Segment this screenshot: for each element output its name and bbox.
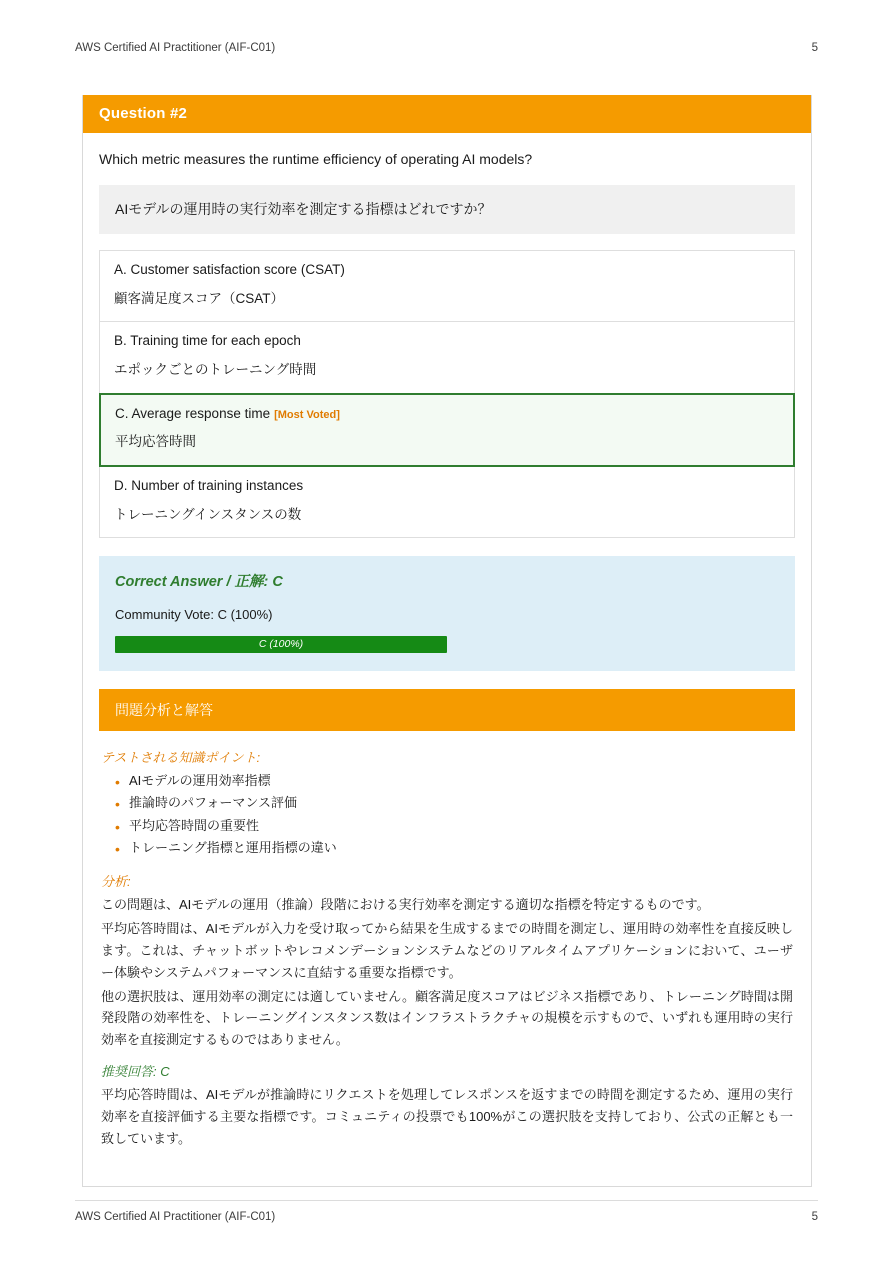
- question-card: [82, 95, 812, 1187]
- option-b-text-en: B. Training time for each epoch: [114, 333, 301, 349]
- options-list: [99, 250, 795, 538]
- analysis-body: [99, 731, 795, 1170]
- option-a[interactable]: [100, 251, 794, 322]
- question-text-ja: AIモデルの運用時の実行効率を測定する指標はどれですか？: [99, 185, 795, 234]
- analysis-paragraph-2: 平均応答時間は、AIモデルが入力を受け取ってから結果を生成するまでの時間を測定し、運用時の効率性を直接反映します。これは、チャットボットやレコメンデーションシステムなどのリアルタイムアプリケーションにおいて、ユーザー体験やシステムパフォーマンスに直結する重要な指標です。: [101, 921, 793, 980]
- vote-bar-track: [115, 636, 779, 653]
- answer-panel: [99, 556, 795, 671]
- analysis-label: 分析:: [101, 874, 131, 890]
- knowledge-points-label: テストされる知識ポイント:: [101, 749, 261, 765]
- option-b-text-ja: エポックごとのトレーニング時間: [114, 362, 317, 378]
- recommended-answer-label: 推奨回答: C: [101, 1064, 170, 1080]
- option-c-text-en: C. Average response time: [115, 405, 271, 421]
- option-d-text-en: D. Number of training instances: [114, 477, 304, 493]
- option-a-text-ja: 顧客満足度スコア（CSAT）: [114, 291, 285, 307]
- question-header: Question #2: [83, 95, 811, 133]
- footer-page-number: 5: [811, 1211, 818, 1223]
- analysis-paragraph-3: 他の選択肢は、運用効率の測定には適していません。顧客満足度スコアはビジネス指標であり、トレーニング時間は開発段階の効率性を、トレーニングインスタンス数はインフラストラクチャの規模を示すもので、いずれも運用時の実行効率を直接測定するものではありません。: [101, 988, 793, 1048]
- option-c-text-en-wrap: [115, 405, 779, 424]
- option-a-text-en: A. Customer satisfaction score (CSAT): [114, 262, 345, 278]
- question-body: [83, 133, 811, 1186]
- page-header: [75, 42, 818, 54]
- page-footer: [75, 1200, 818, 1223]
- question-text-en: Which metric measures the runtime efficiency of operating AI models?: [99, 151, 533, 167]
- header-page-number: 5: [811, 42, 818, 54]
- analysis-header: 問題分析と解答: [99, 689, 795, 731]
- option-c-text-ja: 平均応答時間: [115, 434, 196, 450]
- vote-bar-fill: C (100%): [115, 636, 447, 653]
- list-item: • 平均応答時間の重要性: [129, 815, 793, 837]
- community-vote-text: Community Vote: C (100%): [115, 606, 273, 622]
- most-voted-badge: [Most Voted]: [274, 408, 340, 421]
- footer-title: AWS Certified AI Practitioner (AIF-C01): [75, 1211, 276, 1223]
- recommended-answer-paragraph: 平均応答時間は、AIモデルが推論時にリクエストを処理してレスポンスを返すまでの時間を測定するため、運用の実行効率を直接評価する主要な指標です。コミュニティの投票でも100%がこの選択肢を支持しており、公式の正解とも一致しています。: [101, 1087, 793, 1146]
- header-title: AWS Certified AI Practitioner (AIF-C01): [75, 42, 276, 54]
- option-d[interactable]: [100, 467, 794, 538]
- option-b[interactable]: [100, 322, 794, 393]
- list-item: • 推論時のパフォーマンス評価: [129, 792, 793, 814]
- correct-answer-title: Correct Answer / 正解: C: [115, 573, 283, 590]
- option-c[interactable]: [99, 393, 795, 467]
- knowledge-points-list: [101, 770, 793, 859]
- list-item: • トレーニング指標と運用指標の違い: [129, 837, 793, 859]
- list-item: • AIモデルの運用効率指標: [129, 770, 793, 792]
- option-d-text-ja: トレーニングインスタンスの数: [114, 506, 302, 522]
- analysis-paragraph-1: この問題は、AIモデルの運用（推論）段階における実行効率を測定する適切な指標を特定するものです。: [101, 897, 710, 913]
